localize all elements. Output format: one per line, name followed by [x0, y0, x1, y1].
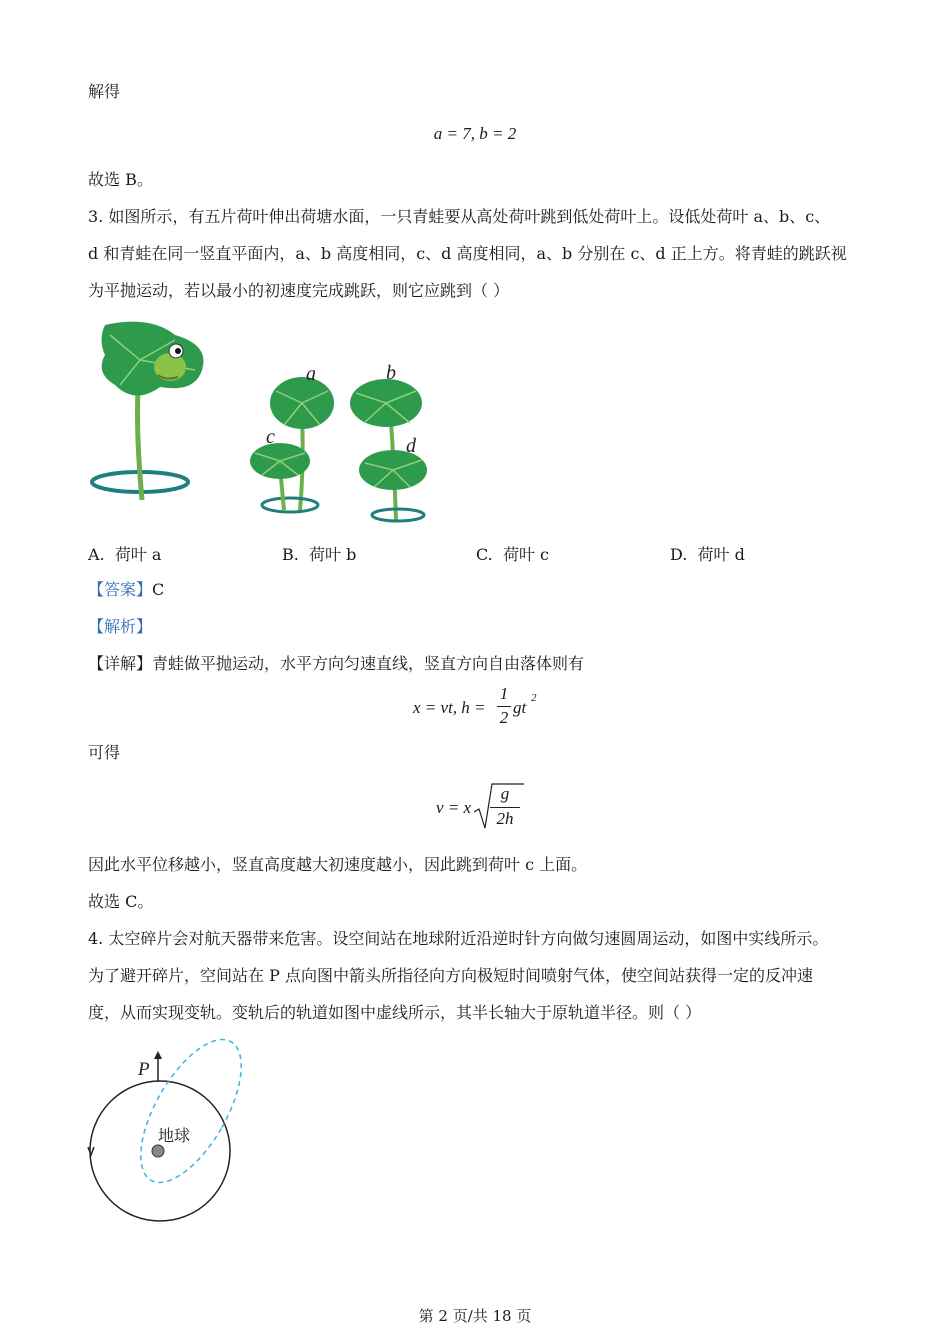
- option-a: [88, 542, 161, 565]
- eq1-exponent: 2: [531, 692, 537, 704]
- label-c: c: [266, 426, 275, 448]
- eq1-numerator: 1: [499, 684, 509, 703]
- q3-conclusion: 故选 C。: [88, 892, 154, 911]
- detail-line: [88, 654, 584, 674]
- frog-leaf: [92, 322, 203, 500]
- detail-tag: 【详解】: [88, 654, 153, 673]
- option-a-text: 荷叶 a: [114, 545, 162, 564]
- answer-value: C: [152, 580, 165, 599]
- option-a-letter: A.: [88, 545, 105, 564]
- arrow-head-icon: [154, 1051, 162, 1059]
- eq1-denominator: 2: [499, 708, 509, 727]
- earth-label: 地球: [158, 1126, 191, 1145]
- detail-text: 青蛙做平抛运动，水平方向匀速直线，竖直方向自由落体则有: [152, 654, 585, 673]
- eq1-left: x = vt, h =: [413, 698, 486, 717]
- leaf-d: [359, 450, 427, 521]
- label-a: a: [306, 363, 316, 385]
- point-p-label: P: [138, 1059, 150, 1080]
- lotus-figure: [80, 315, 440, 530]
- analysis-tag: 【解析】: [88, 617, 153, 636]
- answer-line: [88, 580, 164, 600]
- eq1-right: gt: [513, 698, 527, 717]
- eq2-denominator: 2h: [496, 809, 514, 828]
- option-c-letter: C.: [476, 545, 493, 564]
- solve-label: 解得: [88, 82, 121, 101]
- q3-stem-line3: 为平抛运动，若以最小的初速度完成跳跃，则它应跳到（ ）: [88, 281, 510, 300]
- option-d-text: 荷叶 d: [697, 545, 745, 564]
- option-d: [670, 542, 745, 565]
- label-b: b: [386, 362, 396, 384]
- option-b-text: 荷叶 b: [309, 545, 357, 564]
- eq2-left: v = x: [436, 798, 472, 817]
- eq2-numerator: g: [500, 784, 510, 803]
- page-footer: 第 2 页/共 18 页: [418, 1307, 532, 1325]
- leaf-c: [250, 443, 318, 512]
- result-equation: a = 7, b = 2: [433, 124, 517, 143]
- q2-conclusion: 故选 B。: [88, 170, 153, 189]
- earth-icon: [152, 1145, 164, 1157]
- answer-tag: 【答案】: [88, 580, 153, 599]
- reason-line: 因此水平位移越小，竖直高度越大初速度越小，因此跳到荷叶 c 上面。: [88, 855, 588, 874]
- direction-arrow-icon: [88, 1147, 94, 1155]
- q4-stem-line3: 度，从而实现变轨。变轨后的轨道如图中虚线所示，其半长轴大于原轨道半径。则（ ）: [88, 1003, 702, 1022]
- option-d-letter: D.: [670, 545, 688, 564]
- option-c-text: 荷叶 c: [502, 545, 549, 564]
- equation-projectile: [413, 684, 553, 730]
- q4-stem-line1: 4. 太空碎片会对航天器带来危害。设空间站在地球附近沿逆时针方向做匀速圆周运动，如图中实线所示。: [88, 929, 829, 948]
- equation-velocity: [436, 780, 526, 834]
- orbit-figure: [80, 1035, 260, 1230]
- q4-stem-line2: 为了避开碎片，空间站在 P 点向图中箭头所指径向方向极短时间喷射气体，使空间站获得一定的反冲速: [88, 966, 813, 985]
- label-d: d: [406, 435, 416, 457]
- option-c: [476, 542, 549, 565]
- q3-stem-line2: d 和青蛙在同一竖直平面内，a、b 高度相同，c、d 高度相同，a、b 分别在 c、d 正上方。将青蛙的跳跃视: [88, 244, 847, 263]
- q3-stem-line1: 3. 如图所示，有五片荷叶伸出荷塘水面，一只青蛙要从高处荷叶跳到低处荷叶上。设低处荷叶 a、b、c、: [88, 207, 831, 226]
- option-b: [282, 542, 356, 565]
- option-b-letter: B.: [282, 545, 299, 564]
- derive-label: 可得: [88, 743, 121, 762]
